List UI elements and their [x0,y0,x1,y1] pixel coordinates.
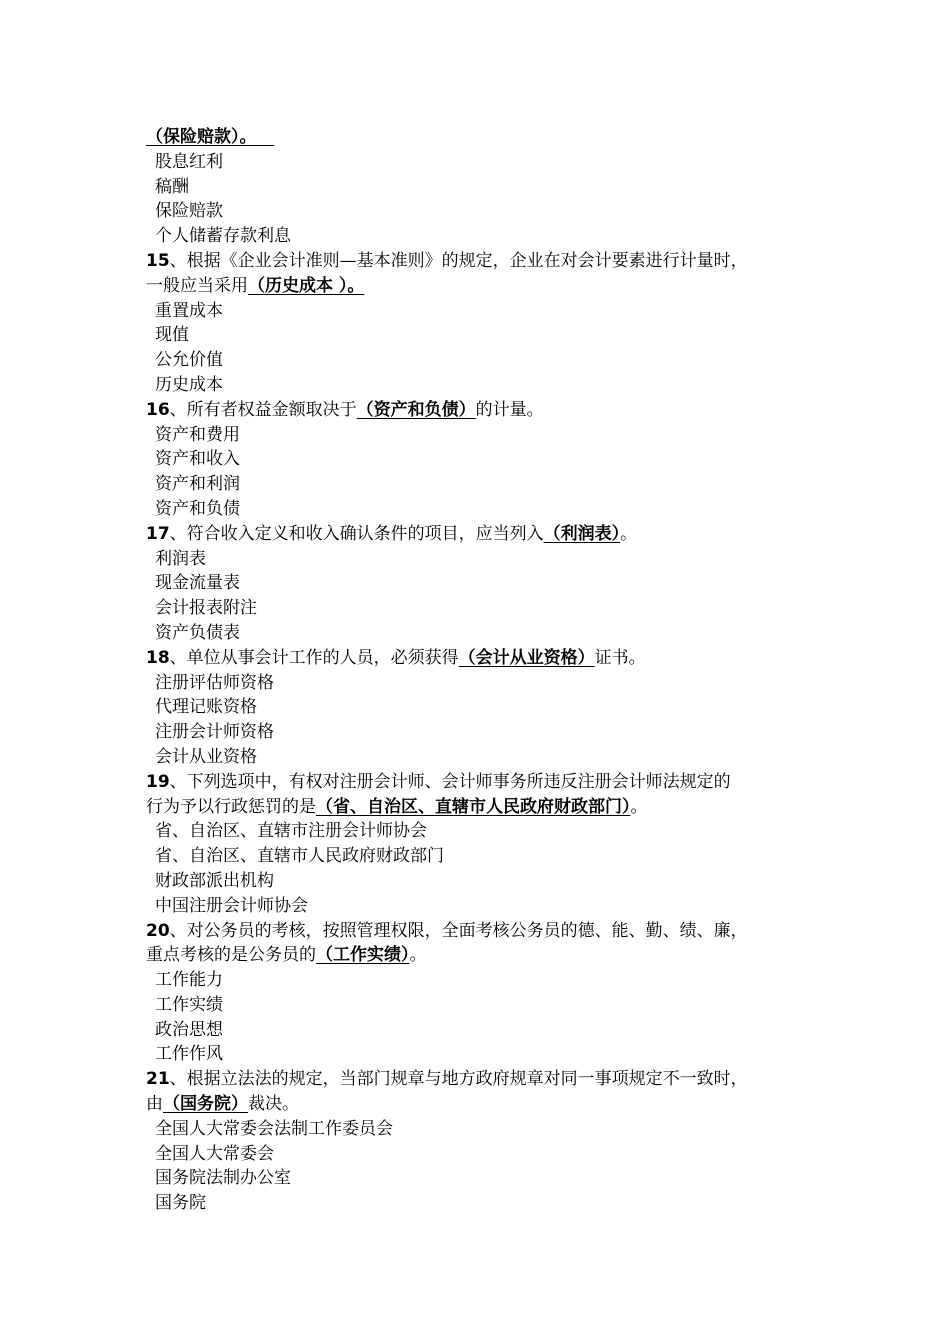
answer: （历史成本 ）。 [248,275,365,296]
answer: （会计从业资格） [458,647,595,668]
question-21-stem-cont [146,1092,826,1117]
question-number: 21 [146,1069,170,1090]
question-text: 、对公务员的考核，按照管理权限，全面考核公务员的德、能、勤、绩、廉， [169,920,748,941]
question-number: 16 [146,399,170,420]
question-text: 、下列选项中，有权对注册会计师、会计师事务所违反注册会计师法规定的 [169,771,731,792]
question-text: 证书。 [594,647,646,668]
question-15-stem-cont [146,274,826,299]
lead-answer: （保险赔款）。 [146,127,257,147]
option: 公允价值 [155,350,223,371]
question-text: 的计量。 [475,399,544,420]
question-number: 19 [146,771,170,792]
option: 保险赔款 [155,201,223,222]
option: 代理记账资格 [155,697,257,718]
option: 历史成本 [155,374,223,395]
question-19-stem-cont [146,795,826,820]
question-text: 一般应当采用 [146,275,248,296]
question-16-stem [146,398,826,423]
question-20-stem-cont [146,943,826,968]
question-text: 、根据《企业会计准则—基本准则》的规定，企业在对会计要素进行计量时， [169,250,748,271]
question-20-stem [146,919,826,944]
option: 资产负债表 [155,622,240,643]
question-text: 、所有者权益金额取决于 [169,399,357,420]
option: 资产和利润 [155,474,240,495]
option: 利润表 [155,548,206,569]
question-15-stem [146,249,826,274]
option: 会计从业资格 [155,746,257,767]
option: 全国人大常委会法制工作委员会 [155,1118,393,1139]
option: 现金流量表 [155,573,240,594]
option: 财政部派出机构 [155,870,274,891]
question-number: 15 [146,250,170,271]
option: 资产和收入 [155,449,240,470]
option: 政治思想 [155,1019,223,1040]
option: 重置成本 [155,300,223,321]
question-text: 裁决。 [248,1094,299,1115]
option: 稿酬 [155,176,189,197]
answer: （资产和负债） [356,399,476,420]
answer: （国务院） [163,1094,248,1115]
answer: （省、自治区、直辖市人民政府财政部门） [316,796,631,817]
answer: （工作实绩） [316,945,410,966]
option: 注册会计师资格 [155,722,274,743]
option: 注册评估师资格 [155,672,274,693]
option: 省、自治区、直辖市人民政府财政部门 [155,846,444,867]
option: 全国人大常委会 [155,1143,274,1164]
option: 资产和费用 [155,424,240,445]
question-text: 。 [409,945,427,966]
question-19-stem [146,770,826,795]
option: 现值 [155,325,189,346]
question-list [146,125,826,1216]
option: 股息红利 [155,151,223,172]
question-number: 18 [146,647,170,668]
question-number: 17 [146,523,170,544]
question-text: 、符合收入定义和收入确认条件的项目，应当列入 [169,523,544,544]
question-text: 行为予以行政惩罚的是 [146,796,316,817]
option: 省、自治区、直辖市注册会计师协会 [155,821,427,842]
option: 国务院 [155,1193,206,1214]
question-text: 、根据立法法的规定，当部门规章与地方政府规章对同一事项规定不一致时， [169,1069,748,1090]
question-21-stem [146,1067,826,1092]
question-18-stem [146,646,826,671]
question-text: 。 [620,523,638,544]
option: 资产和负债 [155,498,240,519]
answer: （利润表） [543,523,621,544]
question-text: 重点考核的是公务员的 [146,945,316,966]
option: 工作能力 [155,970,223,991]
question-text: 。 [630,796,648,817]
question-text: 、单位从事会计工作的人员，必须获得 [169,647,459,668]
option: 工作作风 [155,1044,223,1065]
option: 中国注册会计师协会 [155,895,308,916]
question-17-stem [146,522,826,547]
option: 个人储蓄存款利息 [155,226,291,247]
option: 会计报表附注 [155,598,257,619]
lead-answer-line [146,125,826,150]
option: 国务院法制办公室 [155,1168,291,1189]
question-number: 20 [146,920,170,941]
question-text: 由 [146,1094,163,1115]
option: 工作实绩 [155,994,223,1015]
